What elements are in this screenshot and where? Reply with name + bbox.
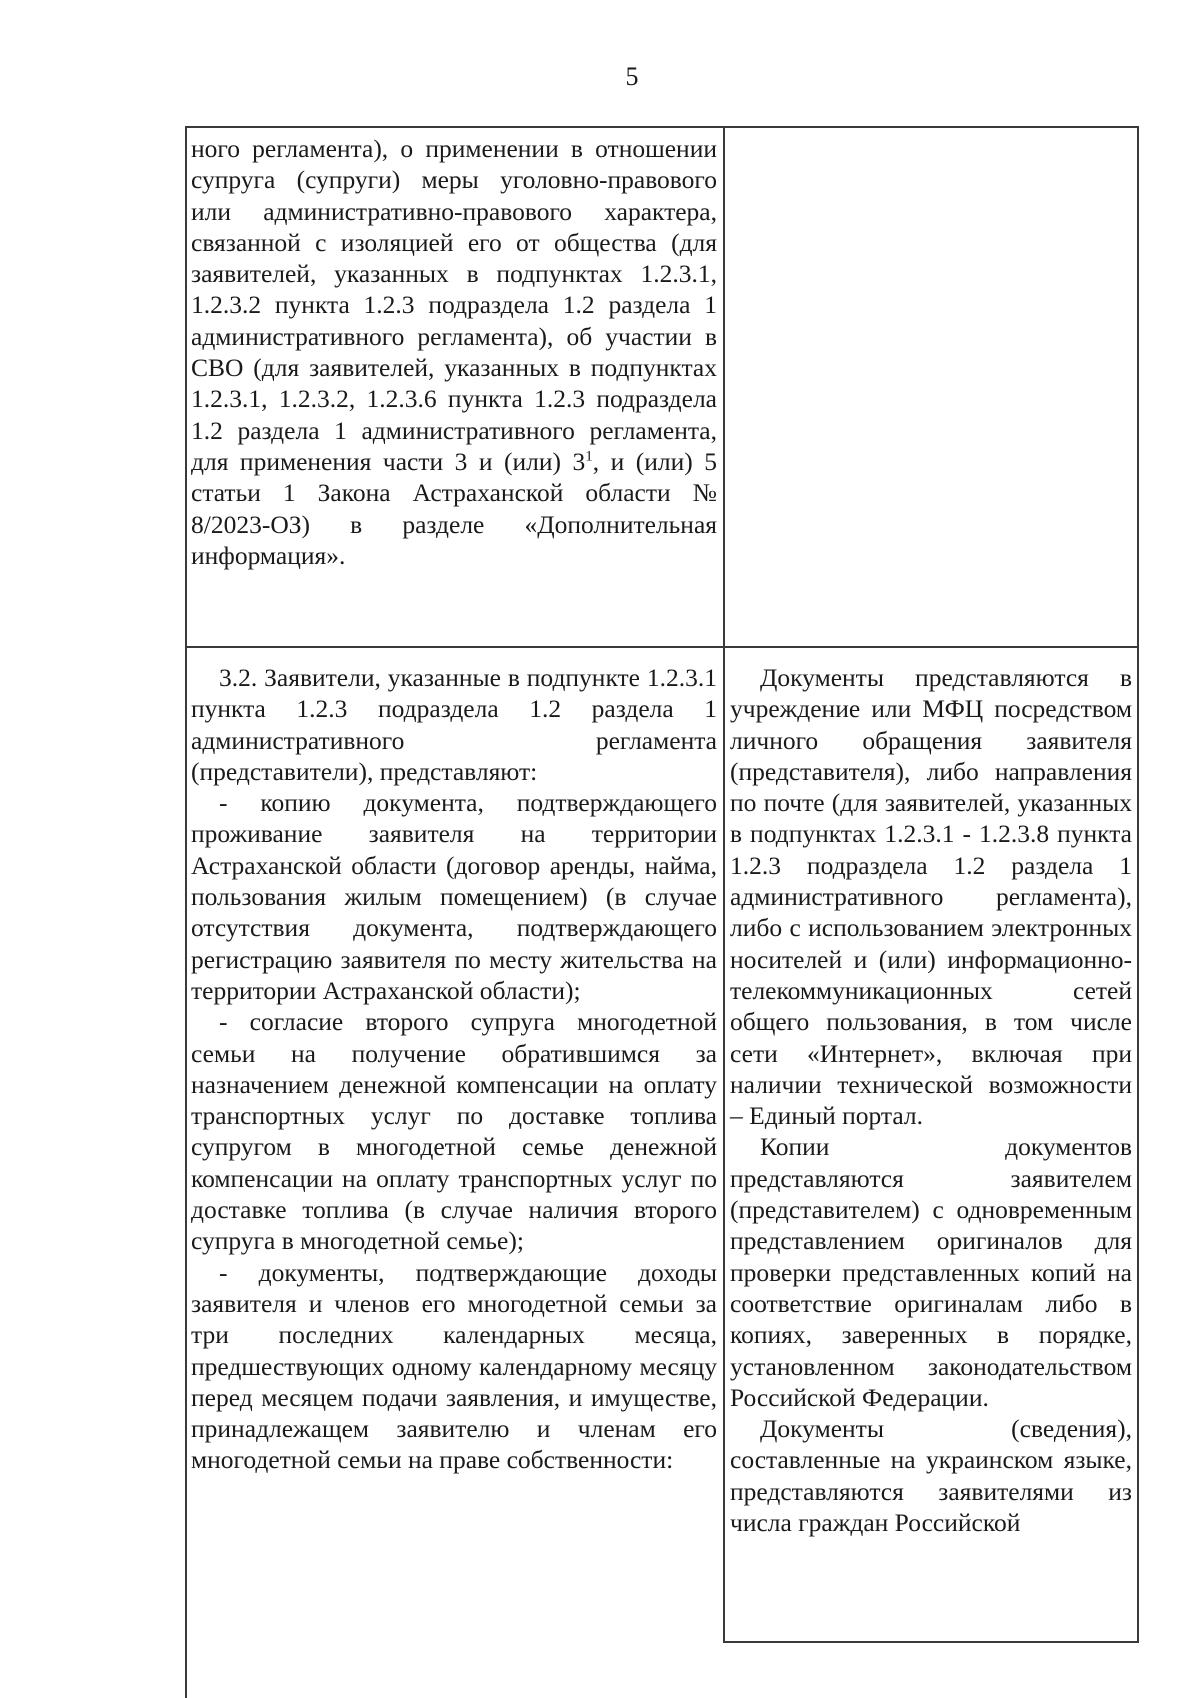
table-border-top xyxy=(186,126,1138,128)
page-number: 5 xyxy=(625,62,639,91)
row2-left-paragraph: 3.2. Заявители, указанные в подпункте 1.2.3.1 пункта 1.2.3 подраздела 1.2 раздела 1 административного регламента (представители), представляют: xyxy=(191,663,717,786)
table-border-bottom-right xyxy=(723,1641,1139,1643)
row1-left-text: ного регламента), о применении в отношении супруга (супруги) меры уголовно-правового или административно-правового характера, связанной с изоляцией его от общества (для заявителей, указанных в подпунктах 1.2.3.1, 1.2.3.2 пункта 1.2.3 подраздела 1.2 раздела 1 административного регламента), об участии в СВО (для заявителей, указанных в подпунктах 1.2.3.1, 1.2.3.2, 1.2.3.6 пункта 1.2.3 подраздела 1.2 раздела 1 административного регламента, для применения части 3 и (или) $3^1$, и (или) 5 статьи 1 Закона Астраханской области № 8/2023-ОЗ) в разделе «Дополнительная информация». xyxy=(191,134,717,570)
row2-left-paragraph: - согласие второго супруга многодетной семьи на получение обратившимся за назначением денежной компенсации на оплату транспортных услуг по доставке топлива супругом в многодетной семье денежной компенсации на оплату транспортных услуг по доставке топлива (в случае наличия второго супруга в многодетной семье); xyxy=(191,1007,717,1256)
table-border-right xyxy=(1137,126,1139,1643)
row1-left-cell xyxy=(191,133,717,571)
table-border-left xyxy=(185,126,187,1698)
table-column-divider xyxy=(723,126,725,1643)
superscript-marker: 1 xyxy=(585,448,593,465)
table-row-divider xyxy=(186,646,1138,648)
row2-right-cell xyxy=(730,662,1132,1538)
row2-left-cell xyxy=(191,662,717,1476)
row2-left-paragraph: - документы, подтверждающие доходы заявителя и членов его многодетной семьи за три последних календарных месяца, предшествующих одному календарному месяцу перед месяцем подачи заявления, и имуществе, принадлежащем заявителю и членам его многодетной семьи на праве собственности: xyxy=(191,1257,717,1475)
row2-right-paragraph: Копии документов представляются заявителем (представителем) с одновременным представлением оригиналов для проверки представленных копий на соответствие оригиналам либо в копиях, заверенных в порядке, установленном законодательством Российской Федерации. xyxy=(730,1132,1132,1412)
row2-right-paragraph: Документы представляются в учреждение или МФЦ посредством личного обращения заявителя (представителя), либо направления по почте (для заявителей, указанных в подпунктах 1.2.3.1 - 1.2.3.8 пункта 1.2.3 подраздела 1.2 раздела 1 административного регламента), либо с использованием электронных носителей и (или) информационно-телекоммуникационных сетей общего пользования, в том числе сети «Интернет», включая при наличии технической возможности – Единый портал. xyxy=(730,663,1132,1131)
row2-left-paragraph: - копию документа, подтверждающего проживание заявителя на территории Астраханской области (договор аренды, найма, пользования жилым помещением) (в случае отсутствия документа, подтверждающего регистрацию заявителя по месту жительства на территории Астраханской области); xyxy=(191,788,717,1005)
row2-right-paragraph: Документы (сведения), составленные на украинском языке, представляются заявителями из числа граждан Российской xyxy=(730,1414,1132,1538)
